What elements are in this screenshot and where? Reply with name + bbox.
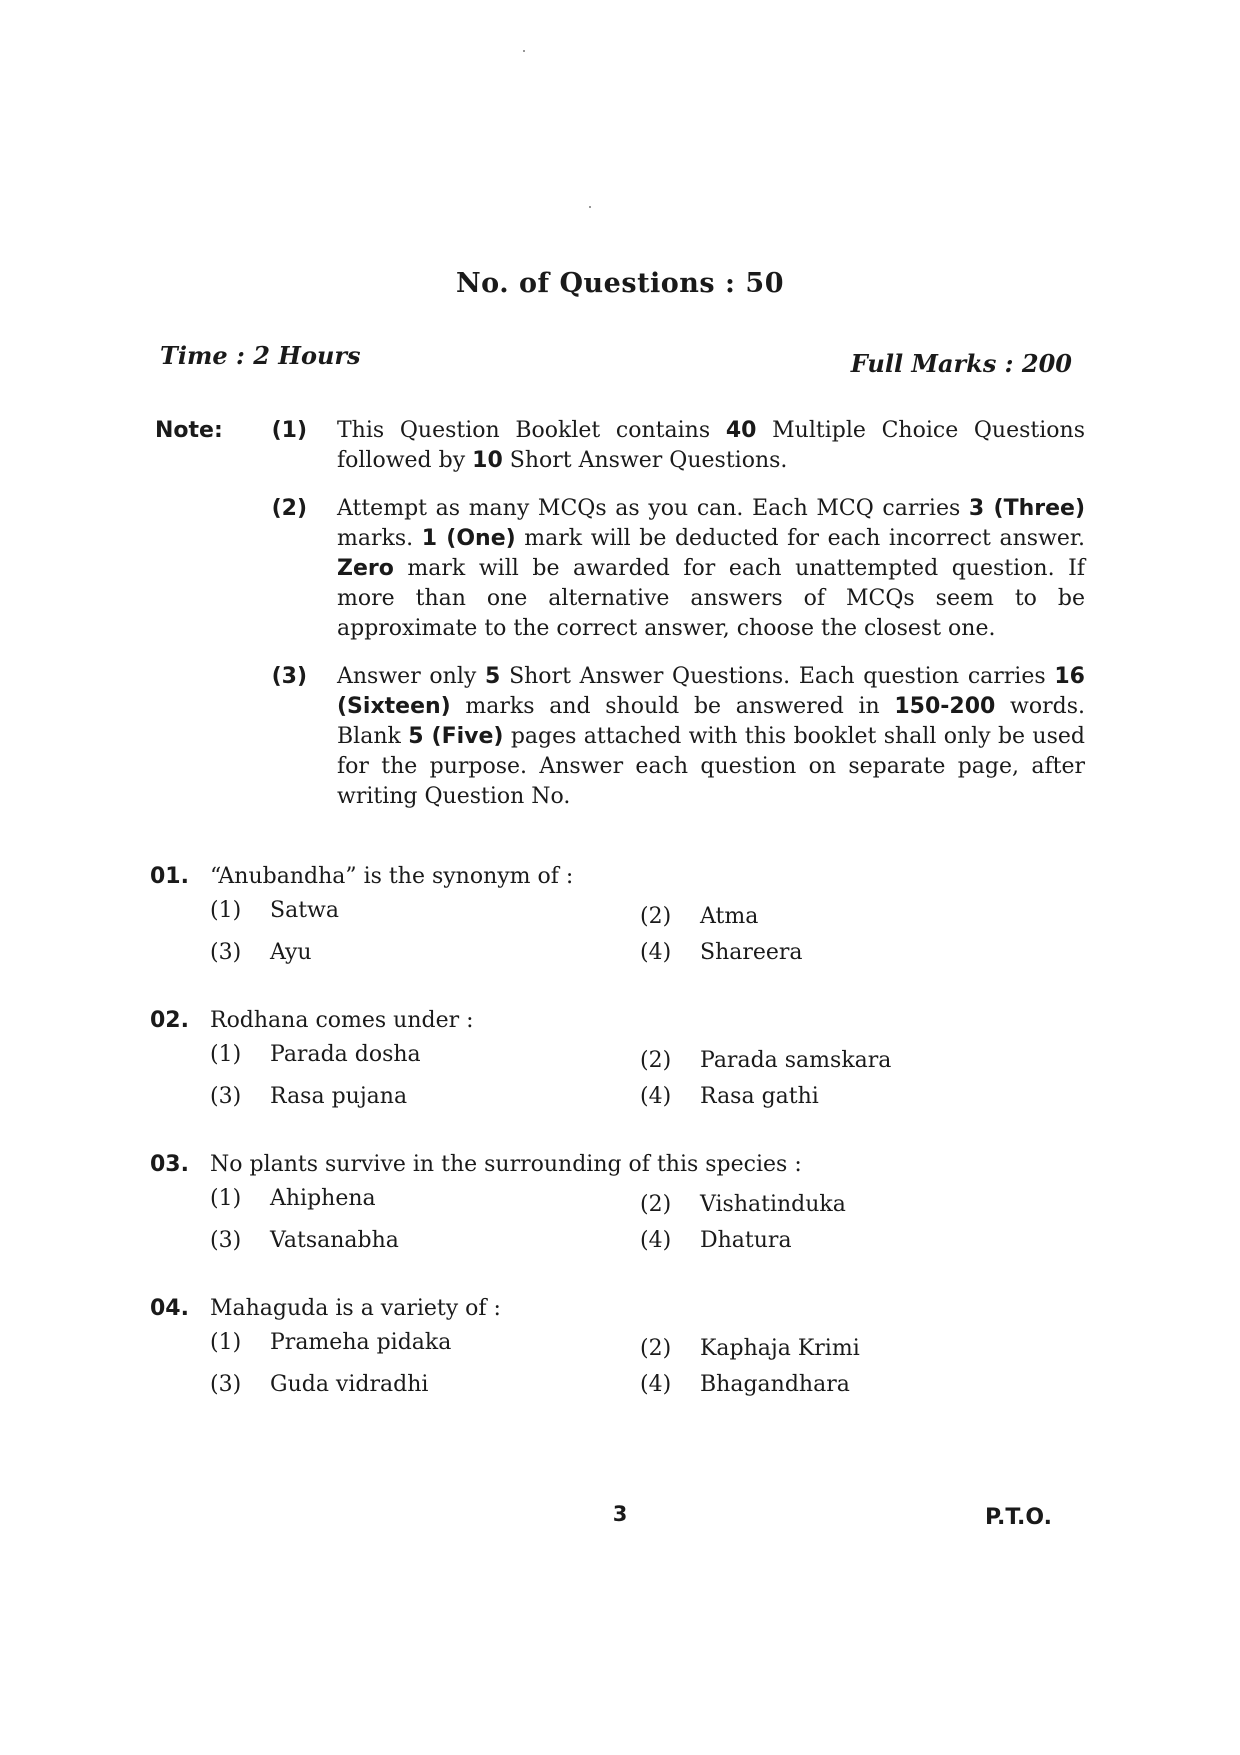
note-segment: marks and should be answered in xyxy=(450,694,895,719)
note-text xyxy=(307,416,1085,476)
options-grid xyxy=(210,896,1070,968)
option-text: Ahiphena xyxy=(270,1186,376,1211)
note-segment: words. Blank xyxy=(337,694,1086,749)
note-text xyxy=(307,494,1085,644)
option-number: (1) xyxy=(210,898,242,923)
option-text: Dhatura xyxy=(700,1228,792,1253)
option-number: (4) xyxy=(640,1084,672,1109)
scan-speck xyxy=(523,50,525,52)
note-item xyxy=(155,494,1085,644)
option-number: (4) xyxy=(640,940,672,965)
note-number: (3) xyxy=(271,664,307,689)
option-number: (1) xyxy=(210,1042,242,1067)
option xyxy=(210,1184,640,1220)
option-text: Vishatinduka xyxy=(700,1192,846,1217)
option xyxy=(640,1046,1070,1076)
option xyxy=(210,1226,640,1256)
option-number: (4) xyxy=(640,1372,672,1397)
note-segment: mark will be deducted for each incorrect answer. xyxy=(515,526,1085,551)
question-text: Rodhana comes under : xyxy=(210,1008,474,1033)
note-emphasis: 5 (Five) xyxy=(408,724,504,749)
option-number: (2) xyxy=(640,904,672,929)
option xyxy=(640,938,1070,968)
page-title: No. of Questions : 50 xyxy=(456,268,784,299)
option xyxy=(210,1370,640,1400)
note-emphasis: 10 xyxy=(472,448,503,473)
option xyxy=(640,1190,1070,1220)
question-item xyxy=(150,1006,1070,1112)
note-heading: Note: xyxy=(155,418,223,443)
note-item xyxy=(155,416,1085,476)
scan-speck xyxy=(589,206,591,208)
option-number: (2) xyxy=(640,1336,672,1361)
note-emphasis: 16 (Sixteen) xyxy=(337,664,1085,719)
full-marks-label: Full Marks : 200 xyxy=(850,349,1072,378)
option-text: Guda vidradhi xyxy=(270,1372,429,1397)
note-segment: marks. xyxy=(337,526,422,551)
option-number: (3) xyxy=(210,1372,242,1397)
pto-label: P.T.O. xyxy=(984,1505,1052,1530)
option xyxy=(640,1226,1070,1256)
question-text: No plants survive in the surrounding of this species : xyxy=(210,1152,802,1177)
option xyxy=(210,896,640,932)
note-emphasis: 40 xyxy=(725,418,757,443)
question-list xyxy=(150,862,1070,1438)
note-segment: Short Answer Questions. xyxy=(502,448,788,473)
note-item xyxy=(155,662,1085,812)
option-number: (4) xyxy=(640,1228,672,1253)
option-number: (1) xyxy=(210,1186,242,1211)
option-text: Rasa pujana xyxy=(270,1084,408,1109)
instructions-notes xyxy=(155,416,1085,830)
question-text: “Anubandha” is the synonym of : xyxy=(210,864,574,889)
question-number: 03. xyxy=(150,1152,189,1177)
option-number: (2) xyxy=(640,1048,672,1073)
note-emphasis: 1 (One) xyxy=(421,526,516,551)
options-grid xyxy=(210,1328,1070,1400)
note-emphasis: 5 xyxy=(485,664,501,689)
note-segment: Answer only xyxy=(337,664,486,689)
option-text: Parada samskara xyxy=(700,1048,892,1073)
option-text: Prameha pidaka xyxy=(270,1330,452,1355)
question-number: 04. xyxy=(150,1296,189,1321)
note-segment: This Question Booklet contains xyxy=(337,418,726,443)
note-emphasis: Zero xyxy=(337,556,394,581)
note-segment: mark will be awarded for each unattempted question. If more than one alternative answers of MCQs seem to be approximate to the correct answer, choose the closest one. xyxy=(337,556,1085,641)
note-segment: pages attached with this booklet shall only be used for the purpose. Answer each question on separate page, after writing Question No. xyxy=(337,724,1085,809)
option-number: (3) xyxy=(210,1228,242,1253)
note-segment: Multiple Choice Questions followed by xyxy=(337,418,1085,473)
question-number: 02. xyxy=(150,1008,189,1033)
option-number: (2) xyxy=(640,1192,672,1217)
option-text: Ayu xyxy=(270,940,312,965)
option-text: Kaphaja Krimi xyxy=(700,1336,860,1361)
option xyxy=(640,902,1070,932)
question-number: 01. xyxy=(150,864,189,889)
option xyxy=(640,1334,1070,1364)
option-number: (3) xyxy=(210,940,242,965)
question-item xyxy=(150,1294,1070,1400)
option-text: Vatsanabha xyxy=(270,1228,399,1253)
option xyxy=(640,1370,1070,1400)
page-number: 3 xyxy=(612,1502,628,1526)
question-item xyxy=(150,862,1070,968)
option-text: Rasa gathi xyxy=(700,1084,819,1109)
note-emphasis: 150-200 xyxy=(894,694,996,719)
question-text: Mahaguda is a variety of : xyxy=(210,1296,501,1321)
time-label: Time : 2 Hours xyxy=(160,341,361,370)
option xyxy=(210,938,640,968)
option-text: Shareera xyxy=(700,940,803,965)
option xyxy=(210,1328,640,1364)
option xyxy=(640,1082,1070,1112)
note-emphasis: 3 (Three) xyxy=(968,496,1086,521)
note-text xyxy=(307,662,1085,812)
note-number: (1) xyxy=(271,418,307,443)
option-number: (3) xyxy=(210,1084,242,1109)
note-segment: Attempt as many MCQs as you can. Each MCQ carries xyxy=(337,496,969,521)
option xyxy=(210,1040,640,1076)
option-number: (1) xyxy=(210,1330,242,1355)
note-number: (2) xyxy=(271,496,307,521)
options-grid xyxy=(210,1184,1070,1256)
option-text: Atma xyxy=(700,904,759,929)
option xyxy=(210,1082,640,1112)
note-segment: Short Answer Questions. Each question carries xyxy=(500,664,1055,689)
option-text: Satwa xyxy=(270,898,339,923)
option-text: Bhagandhara xyxy=(700,1372,850,1397)
options-grid xyxy=(210,1040,1070,1112)
question-item xyxy=(150,1150,1070,1256)
option-text: Parada dosha xyxy=(270,1042,421,1067)
